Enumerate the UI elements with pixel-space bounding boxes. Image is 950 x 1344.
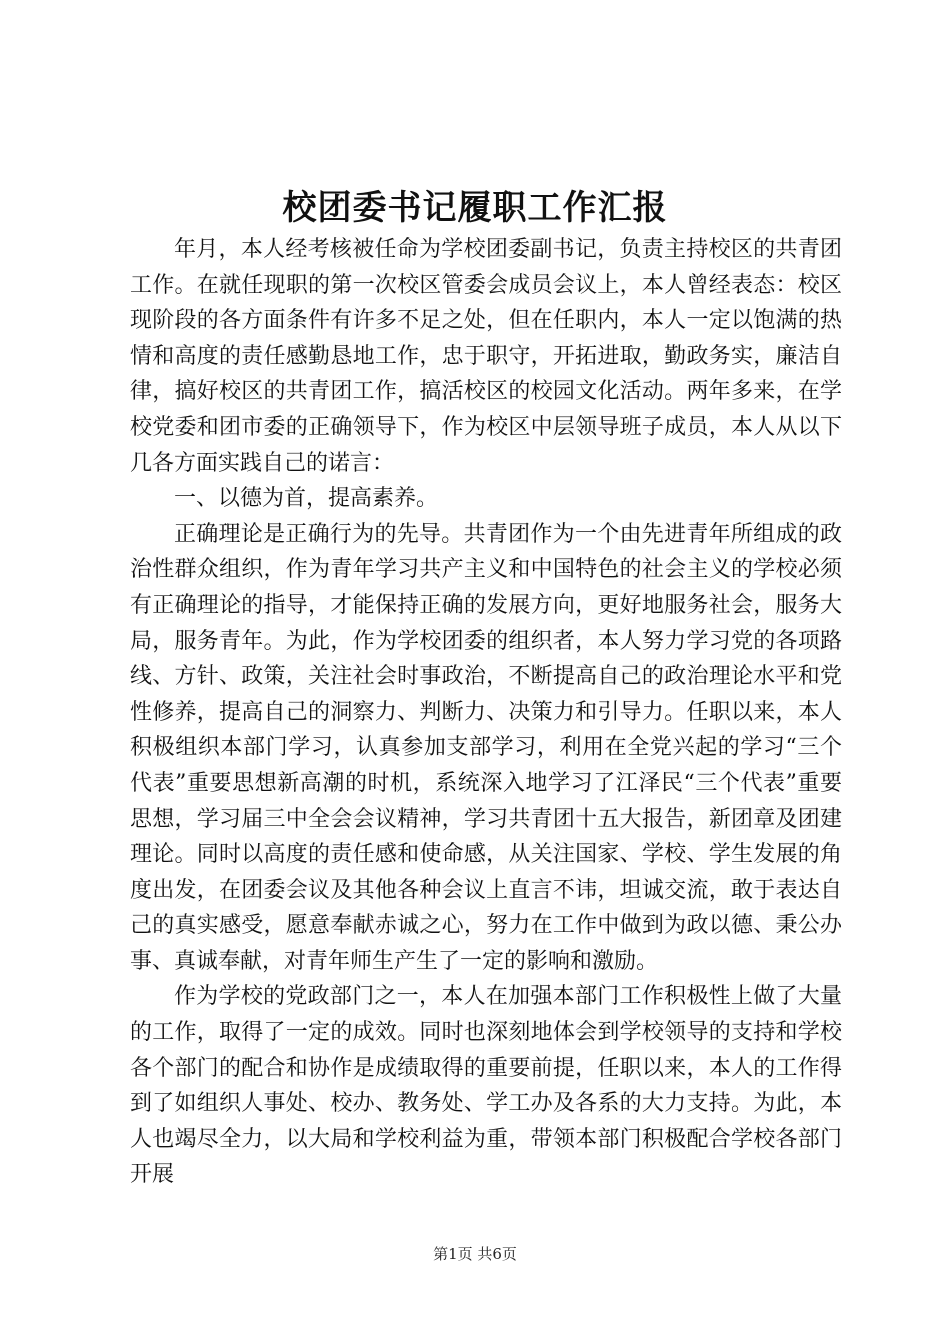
paragraph: 正确理论是正确行为的先导。共青团作为一个由先进青年所组成的政治性群众组织，作为青年学习共产主义和中国特色的社会主义的学校必须有正确理论的指导，才能保持正确的发展方向，更好地服务社会，服务大局，服务青年。为此，作为学校团委的组织者，本人努力学习党的各项路线、方针、政策，关注社会时事政治，不断提高自己的政治理论水平和党性修养，提高自己的洞察力、判断力、决策力和引导力。任职以来，本人积极组织本部门学习，认真参加支部学习，利用在全党兴起的学习“三个代表”重要思想新高潮的时机，系统深入地学习了江泽民“三个代表”重要思想，学习届三中全会会议精神，学习共青团十五大报告，新团章及团建理论。同时以高度的责任感和使命感，从关注国家、学校、学生发展的角度出发，在团委会议及其他各种会议上直言不讳，坦诚交流，敢于表达自己的真实感受，愿意奉献赤诚之心，努力在工作中做到为政以德、秉公办事、真诚奉献，对青年师生产生了一定的影响和激励。 [130,521,842,974]
paragraph: 年月，本人经考核被任命为学校团委副书记，负责主持校区的共青团工作。在就任现职的第一次校区管委会成员会议上，本人曾经表态：校区现阶段的各方面条件有许多不足之处，但在任职内，本人一定以饱满的热情和高度的责任感勤恳地工作，忠于职守，开拓进取，勤政务实，廉洁自律，搞好校区的共青团工作，搞活校区的校园文化活动。两年多来，在学校党委和团市委的正确领导下，作为校区中层领导班子成员，本人从以下几各方面实践自己的诺言： [130,237,842,476]
paragraph: 作为学校的党政部门之一，本人在加强本部门工作积极性上做了大量的工作，取得了一定的成效。同时也深刻地体会到学校领导的支持和学校各个部门的配合和协作是成绩取得的重要前提，任职以来，本人的工作得到了如组织人事处、校办、教务处、学工办及各系的大力支持。为此，本人也竭尽全力，以大局和学校利益为重，带领本部门积极配合学校各部门开展 [130,984,842,1188]
document-title: 校团委书记履职工作汇报 [282,188,668,228]
page-footer: 第1页 共6页 [433,1245,517,1263]
document-body [130,232,842,1193]
section-heading: 一、以德为首，提高素养。 [174,486,439,512]
